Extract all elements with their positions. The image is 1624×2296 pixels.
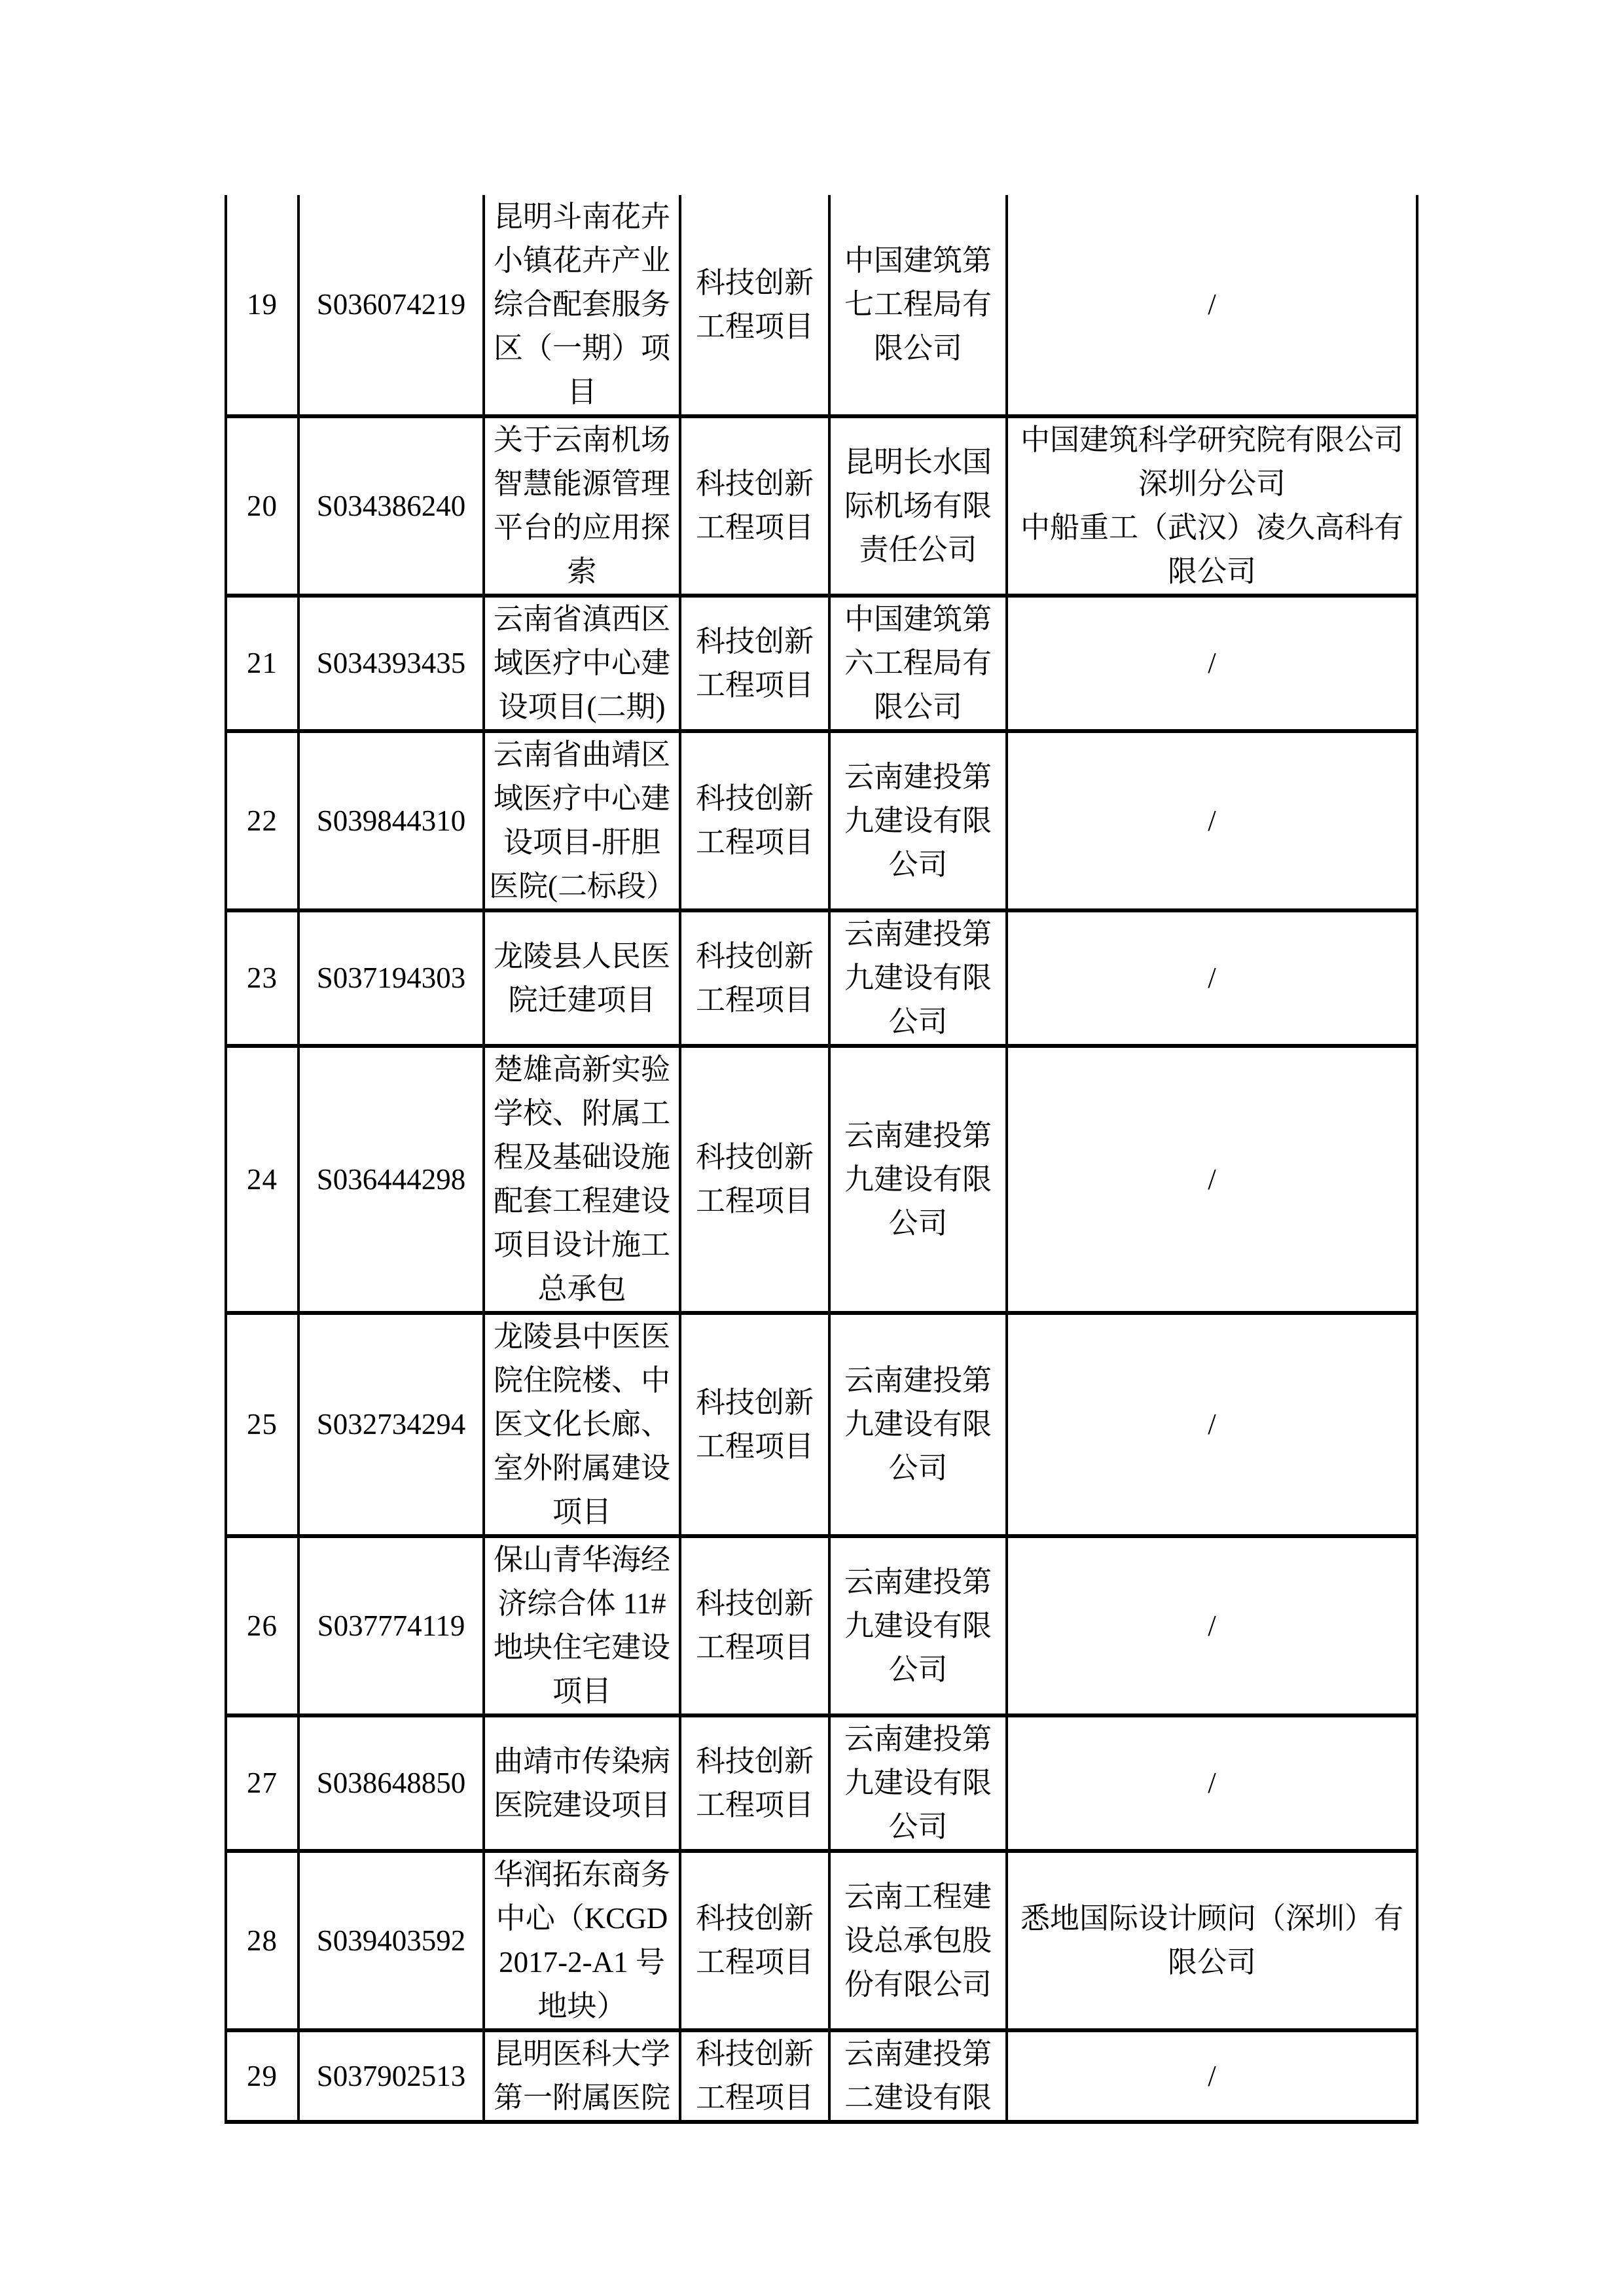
cell-project-name: 龙陵县人民医院迁建项目 <box>484 910 680 1046</box>
cell-project-name: 楚雄高新实验学校、附属工程及基础设施配套工程建设项目设计施工总承包 <box>484 1046 680 1313</box>
table-row <box>226 416 1417 596</box>
cell-project-name: 龙陵县中医医院住院楼、中医文化长廊、室外附属建设项目 <box>484 1313 680 1536</box>
cell-category: 科技创新工程项目 <box>680 2030 829 2122</box>
partner-entry: / <box>1208 1609 1216 1642</box>
partner-entry: 中船重工（武汉）凌久高科有限公司 <box>1020 511 1403 588</box>
table-row <box>226 195 1417 416</box>
partner-entry: 悉地国际设计顾问（深圳）有限公司 <box>1020 1902 1403 1979</box>
cell-project-id: S037902513 <box>298 2030 484 2122</box>
table-row <box>226 731 1417 910</box>
cell-row-number: 21 <box>226 596 298 731</box>
cell-partner <box>1007 195 1417 416</box>
table-row <box>226 596 1417 731</box>
cell-project-id: S037194303 <box>298 910 484 1046</box>
cell-project-id: S039844310 <box>298 731 484 910</box>
cell-project-id: S038648850 <box>298 1715 484 1851</box>
partner-entry: 中国建筑科学研究院有限公司深圳分公司 <box>1020 423 1403 500</box>
cell-row-number: 19 <box>226 195 298 416</box>
cell-company: 云南建投第九建设有限公司 <box>829 1536 1007 1715</box>
projects-table-body <box>226 195 1417 2122</box>
cell-company: 云南建投第九建设有限公司 <box>829 731 1007 910</box>
projects-table <box>225 195 1418 2124</box>
table-row <box>226 2030 1417 2122</box>
cell-project-name: 云南省滇西区域医疗中心建设项目(二期) <box>484 596 680 731</box>
table-row <box>226 910 1417 1046</box>
cell-project-name: 云南省曲靖区域医疗中心建设项目-肝胆医院(二标段） <box>484 731 680 910</box>
cell-project-id: S037774119 <box>298 1536 484 1715</box>
cell-partner <box>1007 731 1417 910</box>
cell-partner <box>1007 2030 1417 2122</box>
table-row <box>226 1536 1417 1715</box>
cell-category: 科技创新工程项目 <box>680 731 829 910</box>
cell-row-number: 26 <box>226 1536 298 1715</box>
cell-project-id: S032734294 <box>298 1313 484 1536</box>
cell-category: 科技创新工程项目 <box>680 1046 829 1313</box>
cell-category: 科技创新工程项目 <box>680 1536 829 1715</box>
cell-row-number: 22 <box>226 731 298 910</box>
cell-company: 中国建筑第七工程局有限公司 <box>829 195 1007 416</box>
cell-partner <box>1007 416 1417 596</box>
cell-project-id: S036444298 <box>298 1046 484 1313</box>
cell-project-name: 保山青华海经济综合体 11#地块住宅建设项目 <box>484 1536 680 1715</box>
partner-entry: / <box>1208 647 1216 679</box>
cell-company: 云南建投第九建设有限公司 <box>829 1715 1007 1851</box>
cell-project-id: S039403592 <box>298 1851 484 2030</box>
cell-project-id: S034393435 <box>298 596 484 731</box>
cell-row-number: 25 <box>226 1313 298 1536</box>
partner-entry: / <box>1208 1162 1216 1196</box>
table-row <box>226 1715 1417 1851</box>
cell-partner <box>1007 596 1417 731</box>
cell-row-number: 23 <box>226 910 298 1046</box>
table-row <box>226 1046 1417 1313</box>
cell-company: 云南工程建设总承包股份有限公司 <box>829 1851 1007 2030</box>
cell-row-number: 28 <box>226 1851 298 2030</box>
table-row <box>226 1851 1417 2030</box>
cell-partner <box>1007 1851 1417 2030</box>
cell-partner <box>1007 1715 1417 1851</box>
cell-category: 科技创新工程项目 <box>680 910 829 1046</box>
cell-project-name: 曲靖市传染病医院建设项目 <box>484 1715 680 1851</box>
cell-partner <box>1007 910 1417 1046</box>
cell-row-number: 27 <box>226 1715 298 1851</box>
cell-row-number: 20 <box>226 416 298 596</box>
cell-category: 科技创新工程项目 <box>680 1313 829 1536</box>
cell-partner <box>1007 1313 1417 1536</box>
cell-category: 科技创新工程项目 <box>680 416 829 596</box>
partner-entry: / <box>1208 804 1216 837</box>
table-row <box>226 1313 1417 1536</box>
cell-project-id: S036074219 <box>298 195 484 416</box>
cell-partner <box>1007 1046 1417 1313</box>
partner-entry: / <box>1208 1408 1216 1441</box>
cell-company: 中国建筑第六工程局有限公司 <box>829 596 1007 731</box>
cell-row-number: 29 <box>226 2030 298 2122</box>
cell-category: 科技创新工程项目 <box>680 195 829 416</box>
cell-company: 昆明长水国际机场有限责任公司 <box>829 416 1007 596</box>
cell-project-id: S034386240 <box>298 416 484 596</box>
cell-project-name: 昆明医科大学第一附属医院 <box>484 2030 680 2122</box>
cell-category: 科技创新工程项目 <box>680 1851 829 2030</box>
cell-project-name: 关于云南机场智慧能源管理平台的应用探索 <box>484 416 680 596</box>
cell-category: 科技创新工程项目 <box>680 1715 829 1851</box>
cell-category: 科技创新工程项目 <box>680 596 829 731</box>
cell-project-name: 华润拓东商务中心（KCGD2017-2-A1 号地块） <box>484 1851 680 2030</box>
cell-company: 云南建投第九建设有限公司 <box>829 1313 1007 1536</box>
cell-company: 云南建投第二建设有限 <box>829 2030 1007 2122</box>
cell-row-number: 24 <box>226 1046 298 1313</box>
partner-entry: / <box>1208 1767 1216 1799</box>
partner-entry: / <box>1208 961 1216 994</box>
partner-entry: / <box>1208 2059 1216 2092</box>
cell-partner <box>1007 1536 1417 1715</box>
cell-company: 云南建投第九建设有限公司 <box>829 1046 1007 1313</box>
cell-company: 云南建投第九建设有限公司 <box>829 910 1007 1046</box>
partner-entry: / <box>1208 288 1216 321</box>
cell-project-name: 昆明斗南花卉小镇花卉产业综合配套服务区（一期）项目 <box>484 195 680 416</box>
